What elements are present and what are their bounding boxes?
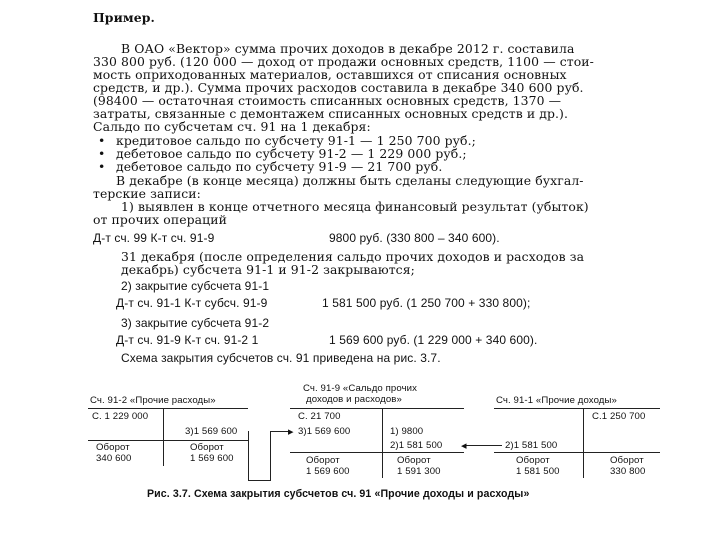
turnover-label: Оборот bbox=[306, 455, 340, 466]
opening-balance: С.1 250 700 bbox=[592, 411, 646, 422]
connector-line bbox=[248, 480, 270, 481]
turnover-label: Оборот bbox=[397, 455, 431, 466]
credit-entry: 1) 9800 bbox=[390, 426, 424, 437]
credit-entry: 2)1 581 500 bbox=[390, 440, 443, 451]
turnover-line bbox=[494, 452, 660, 453]
paragraph-line: В декабре (в конце месяца) должны быть сделаны следующие бухгал- bbox=[116, 173, 584, 188]
arrow-left-icon: ◂ bbox=[461, 439, 467, 452]
entry-accounts: Д-т сч. 99 К-т сч. 91-9 bbox=[93, 231, 215, 245]
turnover-label: Оборот bbox=[190, 442, 224, 453]
t-account-top-line bbox=[88, 408, 248, 409]
entry-accounts: Д-т сч. 91-1 К-т субсч. 91-9 bbox=[116, 296, 268, 310]
paragraph-line: 31 декабря (после определения сальдо прочих доходов и расходов за bbox=[121, 249, 585, 264]
account-title: Сч. 91-9 «Сальдо прочих bbox=[303, 383, 418, 394]
opening-balance: С. 1 229 000 bbox=[92, 411, 149, 422]
connector-line bbox=[248, 431, 249, 480]
opening-balance: С. 21 700 bbox=[298, 411, 341, 422]
example-heading: Пример. bbox=[93, 10, 155, 25]
paragraph-line: 1) выявлен в конце отчетного месяца финансовый результат (убыток) bbox=[121, 199, 589, 214]
step-heading: 3) закрытие субсчета 91-2 bbox=[121, 316, 270, 330]
connector-line bbox=[270, 431, 290, 432]
bullet-item: дебетовое сальдо по субсчету 91-9 — 21 700 руб. bbox=[116, 159, 443, 174]
paragraph-line: декабрь) субсчета 91-1 и 91-2 закрываются; bbox=[121, 262, 415, 277]
bullet-icon: • bbox=[98, 159, 106, 174]
bullet-item: кредитовое сальдо по субсчету 91-1 — 1 250 700 руб.; bbox=[116, 133, 476, 148]
turnover-value: 1 581 500 bbox=[516, 466, 560, 477]
turnover-value: 1 569 600 bbox=[190, 453, 234, 464]
t-account-divider bbox=[163, 408, 164, 466]
paragraph-line: затраты, связанные с демонтажем списанных основных средств и др.). bbox=[93, 106, 569, 121]
paragraph-line: (98400 — остаточная стоимость списанных основных средств, 1370 — bbox=[93, 93, 562, 108]
paragraph-line: от прочих операций bbox=[93, 212, 227, 227]
entry-value: 1 569 600 руб. (1 229 000 + 340 600). bbox=[329, 333, 538, 347]
credit-entry: 3)1 569 600 bbox=[185, 426, 238, 437]
t-account-divider bbox=[382, 408, 383, 478]
account-title: Сч. 91-1 «Прочие доходы» bbox=[496, 395, 617, 406]
bullet-item: дебетовое сальдо по субсчету 91-2 — 1 229 000 руб.; bbox=[116, 146, 467, 161]
account-title: доходов и расходов» bbox=[306, 394, 402, 405]
turnover-value: 1 569 600 bbox=[306, 466, 350, 477]
paragraph-line: терские записи: bbox=[93, 186, 201, 201]
account-title: Сч. 91-2 «Прочие расходы» bbox=[90, 395, 216, 406]
bullet-icon: • bbox=[98, 133, 106, 148]
scheme-intro: Схема закрытия субсчетов сч. 91 приведена на рис. 3.7. bbox=[121, 351, 441, 365]
debit-entry: 3)1 569 600 bbox=[298, 426, 351, 437]
turnover-line bbox=[88, 440, 248, 441]
t-account-top-line bbox=[494, 408, 660, 409]
paragraph-line: 330 800 руб. (120 000 — доход от продажи основных средств, 1100 — стои- bbox=[93, 54, 594, 69]
figure-caption: Рис. 3.7. Схема закрытия субсчетов сч. 91 «Прочие доходы и расходы» bbox=[147, 488, 530, 500]
paragraph-line: В ОАО «Вектор» сумма прочих доходов в декабре 2012 г. составила bbox=[121, 41, 575, 56]
turnover-value: 340 600 bbox=[96, 453, 132, 464]
turnover-line bbox=[290, 452, 464, 453]
saldo-intro: Сальдо по субсчетам сч. 91 на 1 декабря: bbox=[93, 119, 371, 134]
t-account-divider bbox=[583, 408, 584, 478]
turnover-value: 1 591 300 bbox=[397, 466, 441, 477]
bullet-icon: • bbox=[98, 146, 106, 161]
paragraph-line: мость оприходованных материалов, оставшихся от списания основных bbox=[93, 67, 567, 82]
t-account-top-line bbox=[290, 408, 464, 409]
arrow-right-icon: ▸ bbox=[288, 425, 294, 438]
turnover-label: Оборот bbox=[516, 455, 550, 466]
turnover-label: Оборот bbox=[96, 442, 130, 453]
connector-line bbox=[466, 445, 502, 446]
connector-line bbox=[270, 431, 271, 481]
entry-value: 9800 руб. (330 800 – 340 600). bbox=[329, 231, 500, 245]
paragraph-line: средств, и др.). Сумма прочих расходов составила в декабре 340 600 руб. bbox=[93, 80, 584, 95]
entry-accounts: Д-т сч. 91-9 К-т сч. 91-2 1 bbox=[116, 333, 259, 347]
step-heading: 2) закрытие субсчета 91-1 bbox=[121, 279, 270, 293]
debit-entry: 2)1 581 500 bbox=[505, 440, 558, 451]
turnover-label: Оборот bbox=[610, 455, 644, 466]
entry-value: 1 581 500 руб. (1 250 700 + 330 800); bbox=[322, 296, 531, 310]
turnover-value: 330 800 bbox=[610, 466, 646, 477]
